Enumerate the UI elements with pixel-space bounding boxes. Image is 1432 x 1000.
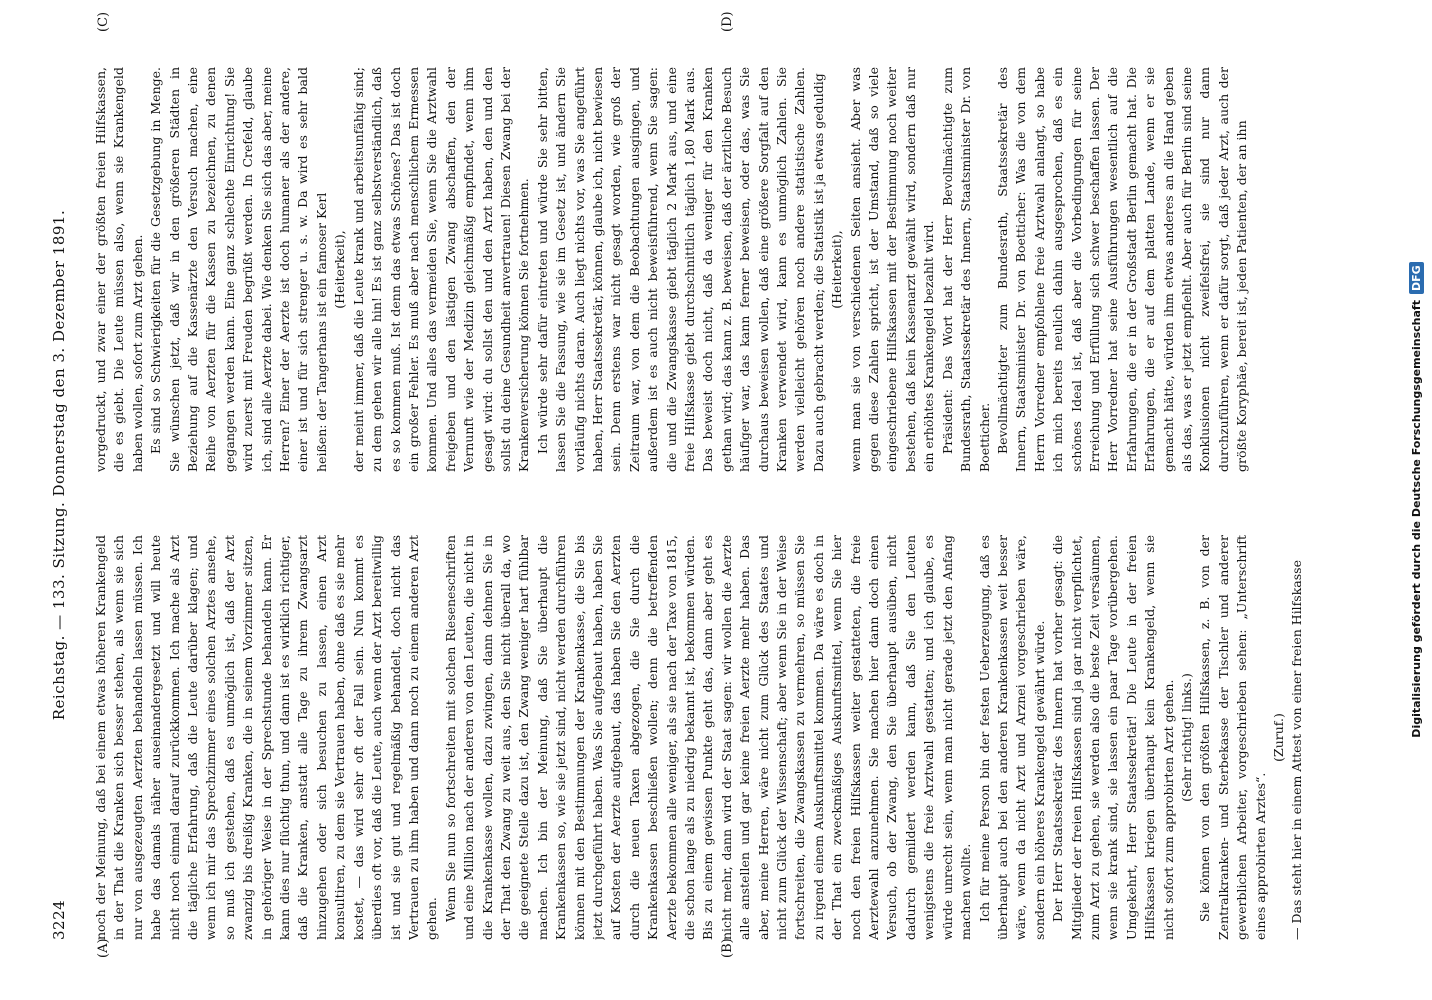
paragraph: Ich für meine Person bin der festen Ueberzeugung, daß es überhaupt auch bei den anderen Krankenkassen weit besser wäre, wenn da nicht Arzt und Arznei vorgeschrieben wäre, sondern ein höheres Krankengeld gewährt würde.: [976, 535, 1047, 940]
paragraph: — Das steht hier in einem Attest von einer freien Hilfskasse: [1289, 560, 1305, 940]
paragraph: Sie können von den größten Hilfskassen, z. B. von der Zentralkranken- und Sterbekasse der Tischler und anderer gewerblichen Arbeiter, vorgeschrieben sehen: „Unterschrift eines approbirten Arztes“.: [1197, 535, 1268, 940]
interjection: (Heiterkeit),: [829, 230, 845, 309]
marker-b: (B): [720, 938, 735, 958]
marker-a: (A): [96, 938, 111, 958]
paragraph: noch der Meinung, daß bei einem etwas höheren Krankengeld in der That die Kranken sich besser stehen, als wenn sie sich nur von ausgezeugten Aerzten behandeln lassen müssen. Ich habe das damals näher auseinandergesetzt und will heute nicht noch einmal darauf zurückkommen. Ich mache als Arzt die tägliche Erfahrung, daß die Leute darüber klagen; und wenn ich mir das Sprechzimmer eines solchen Arztes ansehe, so muß ich gestehen, daß es unmöglich ist, daß der Arzt zwanzig bis dreißig Kranken, die in seinem Vorzimmer sitzen, in gehöriger Weise in der Sprechstunde behandeln kann. Er kann dies nur flüchtig thun, und dann ist es wirklich richtiger, daß die Kranken, anstatt alle Tage zu ihrem Zwangsarzt hinzugehen oder sich besuchen zu lassen, einen Arzt konsultiren, zu dem sie Vertrauen haben, ohne daß es sie mehr kostet, — das wird sehr oft der Fall sein. Nun kommt es überdies oft vor, daß die Leute, auch wenn der Arzt bereitwillig ist und sie gut und regelmäßig behandelt, doch nicht das Vertrauen zu ihm haben und dann noch zu einem anderen Arzt gehen.: [93, 535, 440, 940]
paragraph: Wenn Sie nun so fortschreiten mit solchen Rieseneschriften und eine Million nach der anderen von den Leuten, die nicht in die Krankenkasse wollen, dazu zwingen, dann dehnen Sie in der That den Zwang zu weit aus, den Sie nicht überall da, wo die geeignete Stelle dazu ist, den Zwang weniger hart fühlbar machen. Ich bin der Meinung, daß Sie überhaupt die Krankenkassen so, wie sie jetzt sind, nicht werden durchführen können mit den Bestimmungen der Krankenkasse, die Sie bis jetzt durchgeführt haben. Was Sie aufgebaut haben, haben Sie auf Kosten der Aerzte aufgebaut, das haben Sie den Aerzten durch die neuen Taxen abgezogen, die Sie durch die Krankenkassen beschließen wollen; denn die betreffenden Aerzte bekommen alle weniger, als sie nach der Taxe von 1815, die schon lange als zu niedrig bekannt ist, bekommen würden. Bis zu einem gewissen Punkte geht das, dann aber geht es nicht mehr, dann wird der Staat sagen: wir wollen die Aerzte alle anstellen und gar keine freien Aerzte mehr haben. Das aber, meine Herren, wäre nicht zum Glück des Staates und nicht zum Glück der Wissenschaft; aber wenn Sie in der Weise fortschreiten, die Zwangskassen zu vermehren, so müssen Sie zu irgend einem Auskunftsmittel kommen. Da wäre es doch in der That ein zweckmäßiges Auskunftsmittel, wenn Sie hier noch den freien Hilfskassen weiter gestatteten, die freie Aerztewahl anzunehmen. Sie machen hier dann doch einen Versuch, ob der Zwang, den Sie überhaupt ausüben, nicht dadurch gemildert werden kann, daß Sie den Leuten wenigstens die freie Arztwahl gestatten; und ich glaube, es würde unrecht sein, wenn man nicht gerade jetzt den Anfang machen wollte.: [442, 535, 974, 940]
interjection: (Zuruf.): [1271, 713, 1286, 762]
page-header: [42, 40, 76, 940]
interjection: (Heiterkeit),: [332, 230, 348, 309]
paragraph: Ich würde sehr dafür eintreten und würde Sie sehr bitten, lassen Sie die Fassung, wie sie im Gesetz ist, und ändern Sie vorläufig nichts daran. Auch liegt nichts vor, was Sie angeführt haben, Herr Staatssekretär, können, glaube ich, nicht bewiesen sein. Denn erstens war nicht gesagt worden, wie groß der Zeitraum war, von dem die Beobachtungen ausgingen, und außerdem ist es auch nicht beweisführend, wenn Sie sagen: die und die Zwangskasse giebt täglich 2 Mark aus, und eine freie Hilfskasse giebt durchschnittlich täglich 1,80 Mark aus. Das beweist doch nicht, daß da weniger für den Kranken gethan wird; das kann z. B. beweisen, daß der ärztliche Besuch häufiger war, das kann ferner beweisen, oder das, was Sie durchaus beweisen wollen, daß eine größere Sorgfalt auf den Kranken verwendet wird, kann es unmöglich Zahlen. Sie werden vielleicht gehören noch andere statistische Zahlen. Dazu auch gebracht werden; die Statistik ist ja etwas geduldig: [534, 67, 826, 472]
left-column: [92, 535, 1387, 940]
right-column: [92, 67, 1387, 472]
marker-d: (D): [720, 11, 735, 32]
marker-c: (C): [96, 11, 111, 32]
paragraph: wenn man sie von verschiedenen Seiten ansieht. Aber was gegen diese Zahlen spricht, ist der Umstand, daß so viele eingeschriebene Hilfskassen mit der Bestimmung noch weiter bestehen, daß kein Kassenarzt gewählt wird, sondern daß nur ein erhöhtes Krankengeld bezahlt wird.: [847, 67, 937, 472]
page-number: 3224: [50, 899, 68, 940]
interjection: (Sehr richtig! links.): [1178, 673, 1194, 802]
paragraph: vorgedruckt, und zwar einer der größten freien Hilfskassen, die es giebt. Die Leute müssen also, wenn sie Krankengeld haben wollen, sofort zum Arzt gehen.: [93, 67, 145, 472]
paragraph: der meint immer, daß die Leute krank und arbeitsunfähig sind; zu dem gehen wir alle hin! Es ist ganz selbstverständlich, daß es so kommen muß. Ist denn das etwas Schönes? Das ist doch ein großer Fehler. Es muß aber nach menschlichem Ermessen kommen. Und alles das vermeiden Sie, wenn Sie die Arztwahl freigeben und den lästigen Zwang abschaffen, den der Vernunft wie der Medizin gleichmäßig empfindet, wenn ihm gesagt wird: du sollst den und den Arzt haben, den und den sollst du deine Gesundheit anvertrauen! Diesen Zwang bei der Krankenversicherung können Sie fortnehmen.: [350, 67, 532, 472]
page-title: Reichstag. — 133. Sitzung. Donnerstag den 3. Dezember 1891.: [50, 209, 68, 721]
footer-text: Digitalisierung gefördert durch die Deutsche Forschungsgemeinschaft: [1409, 300, 1423, 738]
dfg-logo: DFG: [1409, 262, 1424, 294]
paragraph: Der Herr Staatssekretär des Innern hat vorher gesagt: die Mitglieder der freien Hilfskassen sind ja gar nicht verpflichtet, zum Arzt zu gehen, sie werden also die beste Zeit versäumen, wenn sie krank sind, sie lassen ein paar Tage vorübergehen. Umgekehrt, Herr Staatssekretär! Die Leute in der freien Hilfskassen kriegen überhaupt kein Krankengeld, wenn sie nicht sofort zum approbirten Arzt gehen.: [1050, 535, 1176, 940]
digitization-footer: [1400, 0, 1432, 1000]
paragraph: Es sind so Schwierigkeiten für die Gesetzgebung in Menge. Sie wünschen jetzt, daß wir in den größeren Städten in Beziehung auf die Kassenärzte den Versuch machen, eine Reihe von Aerzten für die Kassen zu bezeichnen, zu denen gegangen werden kann. Eine ganz schlechte Einrichtung! Sie wird zuerst mit Freuden begrüßt werden. In Crefeld, glaube ich, sind alle Aerzte dabei. Wie denken Sie sich das aber, meine Herren? Einer der Aerzte ist doch humaner als der andere, einer ist und für sich strenger u. s. w. Da wird es sehr bald heißen: der Tangerhans ist ein famoser Kerl: [148, 67, 329, 472]
speaker-paragraph: Präsident: Das Wort hat der Herr Bevollmächtigte zum Bundesrath, Staatssekretär des Innern, Staatsminister Dr. von Boetticher.: [939, 67, 992, 472]
speaker-paragraph: Bevollmächtigter zum Bundesrath, Staatssekretär des Innern, Staatsminister Dr. von Boetticher: Was die von dem Herrn Vorredner empfohlene freie Arztwahl anlangt, so habe ich mich bereits neulich dahin ausgesprochen, daß es ein schönes Ideal ist, daß aber die Vorbedingungen für seine Erreichung und Erfüllung sich schwer beschaffen lassen. Der Herr Vorredner hat seine Ausführungen wesentlich auf die Erfahrungen, die er in der Großstadt Berlin gemacht hat. Die Erfahrungen, die er auf dem platten Lande, wenn er sie gemacht hätte, würden ihm etwas anderes an die Hand geben als das, was er jetzt empfiehlt. Aber auch für Berlin sind seine Konklusionen nicht zweifelsfrei, sie sind nur dann durchzuführen, wenn er dafür sorgt, daß jeder Arzt, auch der größte Koryphäe, bereit ist, jeden Patienten, der an ihn: [994, 67, 1250, 472]
